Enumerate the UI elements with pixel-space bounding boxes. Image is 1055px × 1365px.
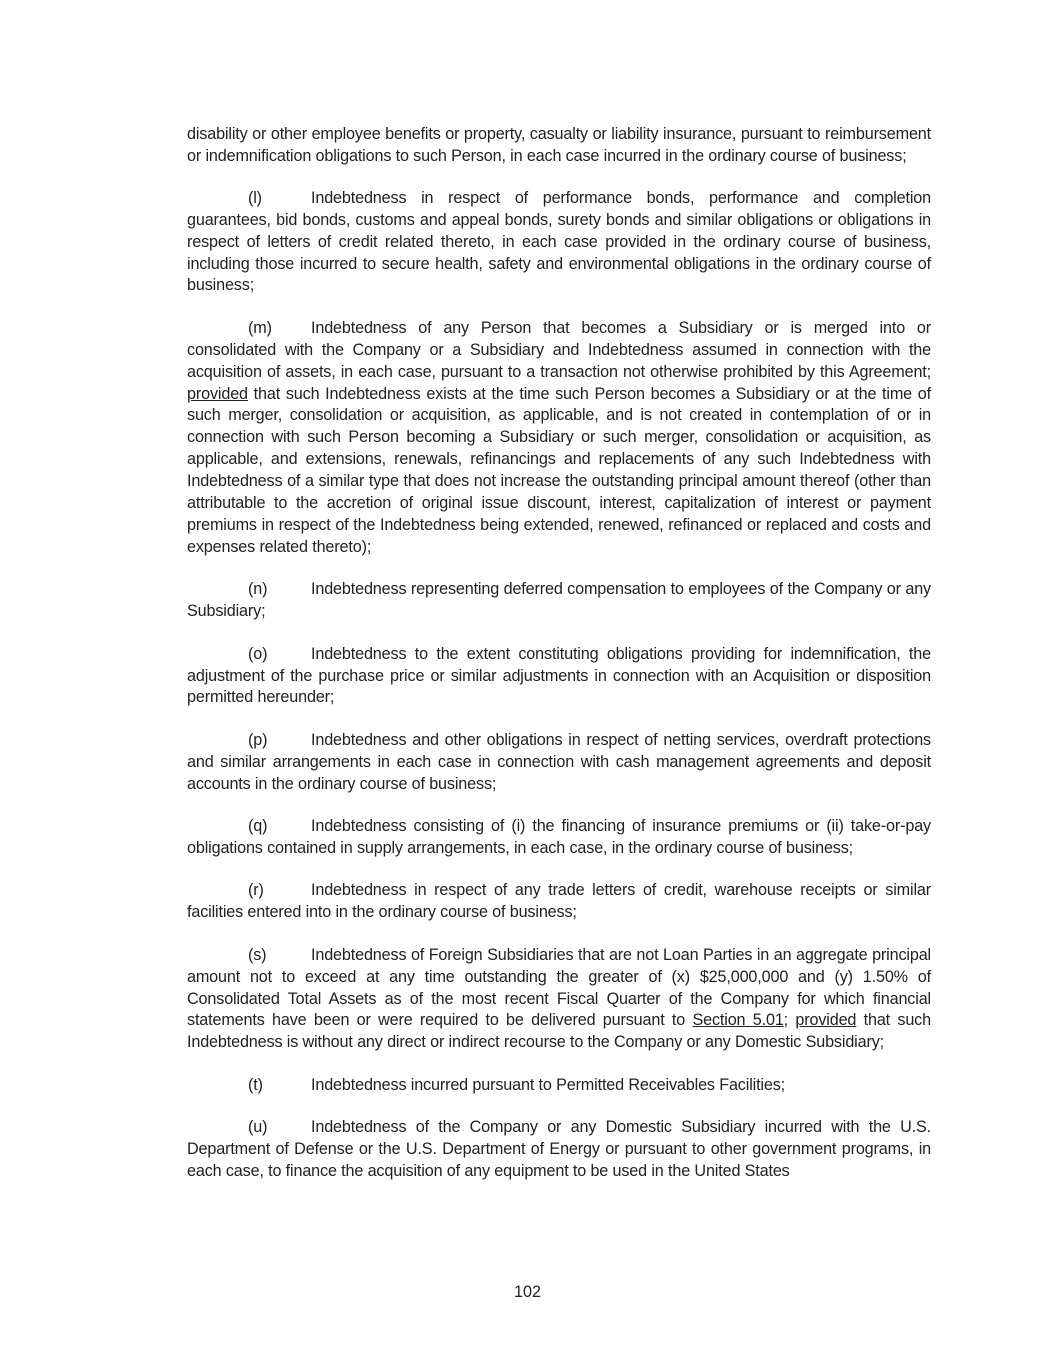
- clause-text: Indebtedness representing deferred compensation to employees of the Company or any Subsidiary;: [187, 580, 931, 621]
- clause-r: [187, 880, 931, 924]
- clause-u: [187, 1117, 931, 1183]
- clause-p: [187, 730, 931, 796]
- clause-label: (r): [248, 881, 264, 900]
- clause-o: [187, 644, 931, 710]
- section-reference: Section 5.01: [692, 1011, 784, 1030]
- clause-text: Indebtedness and other obligations in respect of netting services, overdraft protections and similar arrangements in each case in connection with cash management agreements and deposit accounts in the ordinary course of business;: [187, 730, 931, 793]
- clause-text: Indebtedness consisting of (i) the financing of insurance premiums or (ii) take-or-pay obligations contained in supply arrangements, in each case, in the ordinary course of business;: [187, 817, 931, 857]
- separator: ;: [783, 1011, 796, 1030]
- clause-text: Indebtedness in respect of any trade letters of credit, warehouse receipts or similar facilities entered into in the ordinary course of business;: [187, 881, 931, 922]
- clause-label: (u): [248, 1118, 268, 1137]
- clause-l: [187, 188, 931, 298]
- clause-label: (p): [248, 730, 268, 749]
- clause-text: Indebtedness of any Person that becomes a Subsidiary or is merged into or consolidated with the Company or a Subsidiary and Indebtedness assumed in connection with the acquisition of assets, in each case, pursuant to a transaction not otherwise prohibited by this Agreement;: [187, 318, 931, 381]
- clause-label: (o): [248, 644, 268, 663]
- provided-term: provided: [187, 384, 248, 403]
- clause-t: [187, 1075, 931, 1097]
- clause-label: (l): [248, 188, 262, 207]
- clause-text: Indebtedness in respect of performance bonds, performance and completion guarantees, bid bonds, customs and appeal bonds, surety bonds and similar obligations or obligations in respect of letters of credit related thereto, in each case provided in the ordinary course of business, including those incurred to secure health, safety and environmental obligations in the ordinary course of business;: [187, 188, 931, 295]
- continuation-paragraph: disability or other employee benefits or property, casualty or liability insurance, pursuant to reimbursement or indemnification obligations to such Person, in each case incurred in the ordinary course of business;: [187, 125, 931, 165]
- clause-m: [187, 318, 931, 559]
- clause-label: (q): [248, 817, 268, 836]
- page-number: 102: [513, 1283, 541, 1301]
- clause-text: Indebtedness of Foreign Subsidiaries that are not Loan Parties in an aggregate principal amount not to exceed at any time outstanding the greater of (x) $25,000,000 and (y) 1.50% of Consolidated Total Assets as of the most recent Fiscal Quarter of the Company for which financial statements have been or were required to be delivered pursuant to: [187, 945, 931, 1030]
- clause-label: (s): [248, 945, 267, 964]
- clause-n: [187, 579, 931, 623]
- provided-term: provided: [795, 1011, 857, 1030]
- clause-text: Indebtedness incurred pursuant to Permitted Receivables Facilities;: [311, 1075, 786, 1094]
- clause-text: Indebtedness of the Company or any Domestic Subsidiary incurred with the U.S. Department of Defense or the U.S. Department of Energy or pursuant to other government programs, in each case, to finance the acquisition of any equipment to be used in the United States: [187, 1118, 931, 1180]
- clause-s: [187, 945, 931, 1055]
- clause-text-continued: that such Indebtedness exists at the time such Person becomes a Subsidiary or at the time of such merger, consolidation or acquisition, as applicable, and is not created in contemplation of or in connection with such Person becoming a Subsidiary or such merger, consolidation or acquisition, as applicable, and extensions, renewals, refinancings and replacements of any such Indebtedness with Indebtedness of a similar type that does not increase the outstanding principal amount thereof (other than attributable to the accretion of original issue discount, interest, capitalization of interest or payment premiums in respect of the Indebtedness being extended, renewed, refinanced or replaced and costs and expenses related thereto);: [187, 384, 931, 556]
- document-body: [187, 124, 931, 1203]
- clause-text-continued: that such Indebtedness is without any direct or indirect recourse to the Company or any Domestic Subsidiary;: [187, 1011, 931, 1052]
- clause-label: (n): [248, 580, 268, 599]
- clause-q: [187, 816, 931, 860]
- clause-label: (m): [248, 318, 272, 337]
- clause-text: Indebtedness to the extent constituting obligations providing for indemnification, the adjustment of the purchase price or similar adjustments in connection with an Acquisition or disposition permitted hereunder;: [187, 644, 931, 707]
- clause-label: (t): [248, 1075, 263, 1094]
